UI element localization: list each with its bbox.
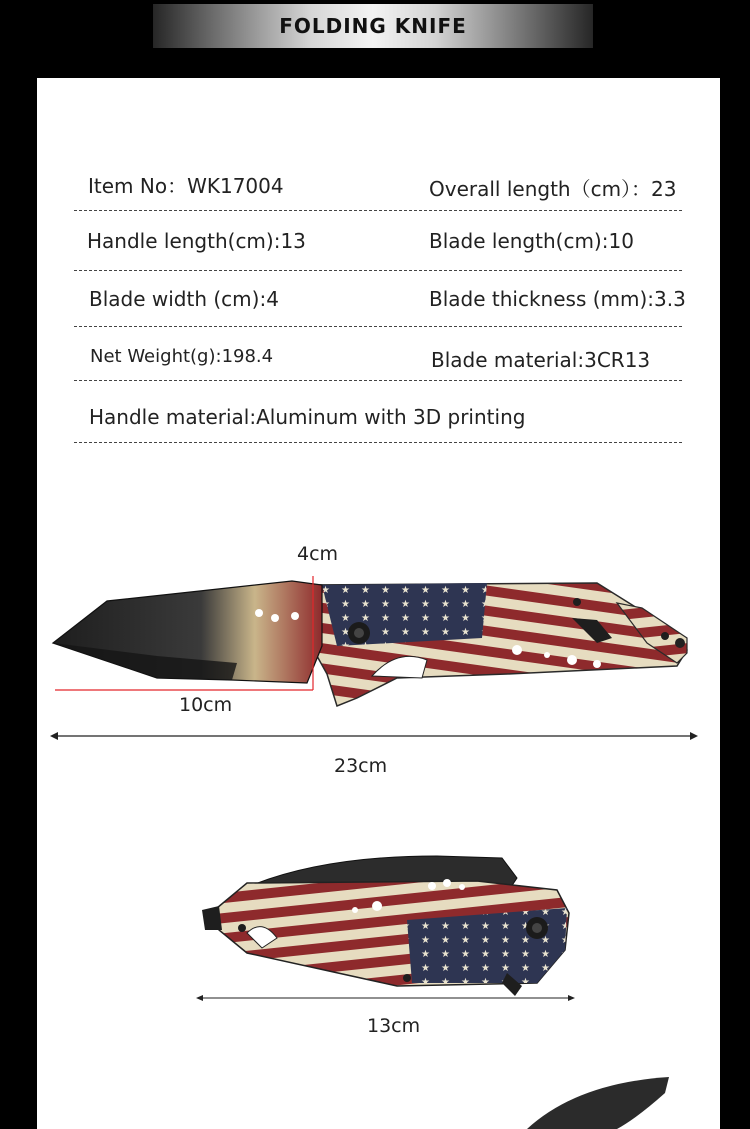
spec-net-weight: Net Weight(g):198.4 [90, 346, 274, 367]
banner-title: FOLDING KNIFE [279, 14, 467, 38]
partial-knife-image [527, 1077, 669, 1129]
handle-length-label: 13cm [367, 1015, 421, 1037]
closed-knife-image [202, 856, 569, 996]
blade-width-label: 4cm [297, 543, 339, 565]
knife-illustrations [37, 78, 720, 1129]
spec-blade-width: Blade width (cm):4 [89, 287, 279, 311]
open-knife-image [53, 581, 687, 706]
handle-length-arrow [196, 995, 575, 1001]
title-banner [153, 4, 593, 48]
blade-length-label: 10cm [179, 694, 233, 716]
overall-length-arrow [50, 732, 698, 740]
product-panel [37, 78, 720, 1129]
spec-item-no: Item No：WK17004 [88, 174, 284, 198]
spec-handle-length: Handle length(cm):13 [87, 229, 306, 253]
spec-blade-material: Blade material:3CR13 [431, 348, 651, 372]
spec-overall-length: Overall length（cm）：23 [429, 177, 677, 201]
overall-length-label: 23cm [334, 755, 388, 777]
spec-blade-length: Blade length(cm):10 [429, 229, 634, 253]
spec-blade-thickness: Blade thickness (mm):3.3 [429, 287, 686, 311]
spec-handle-material: Handle material:Aluminum with 3D printing [89, 405, 526, 429]
